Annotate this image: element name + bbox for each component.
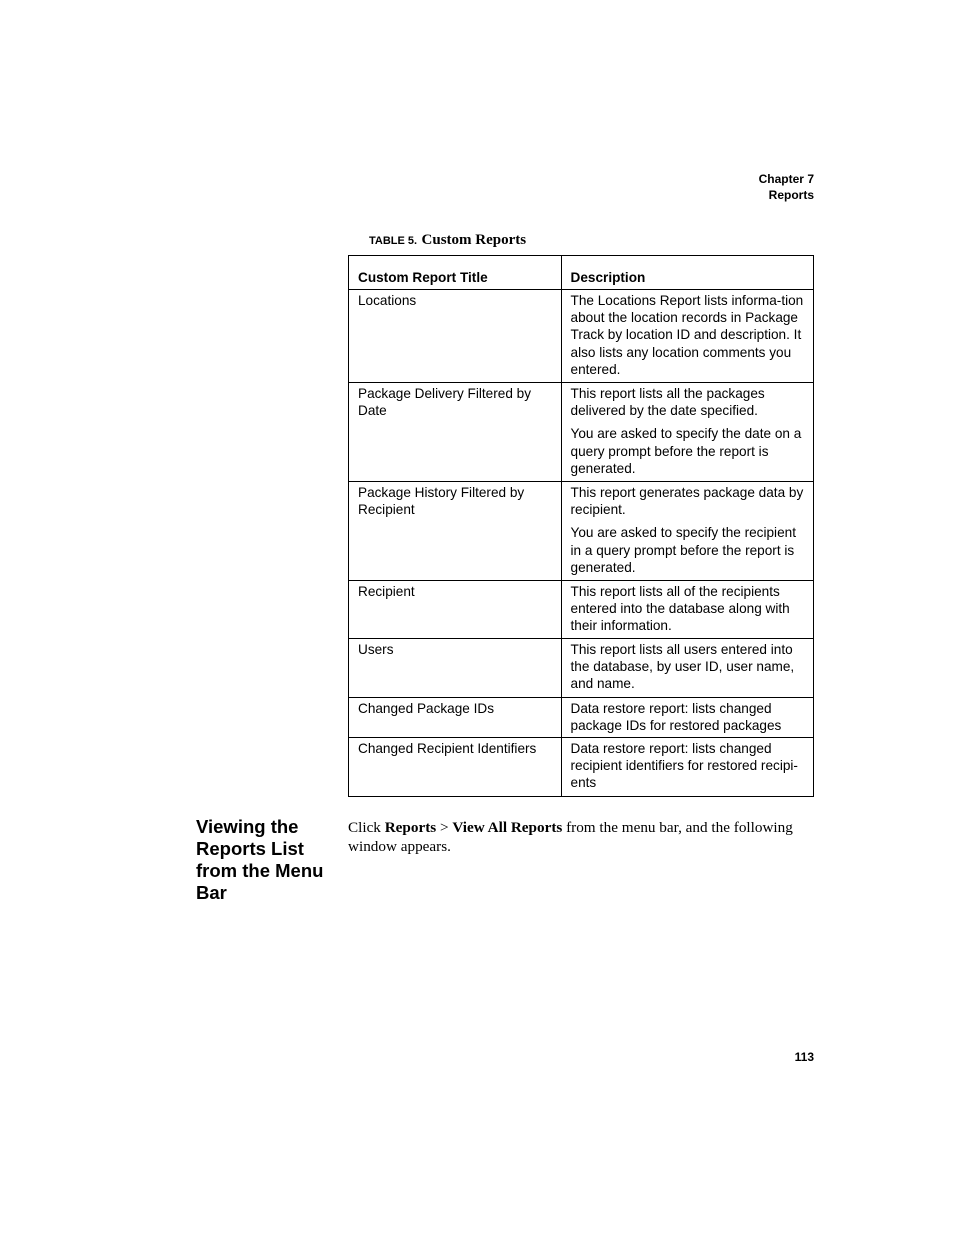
description-text: Data restore report: lists changed package IDs for restored packages: [570, 701, 782, 734]
report-description-cell: [561, 290, 813, 383]
page-number: 113: [794, 1050, 814, 1064]
report-description-cell: [561, 639, 813, 698]
para-rest-text: from the menu bar, and the following window appears.: [348, 819, 793, 855]
table-row: [349, 639, 814, 698]
table-row: [349, 738, 814, 797]
report-title-cell: Changed Package IDs: [349, 698, 562, 738]
running-head: [759, 171, 814, 203]
running-head-section: Reports: [768, 188, 814, 202]
report-description-cell: [561, 482, 813, 581]
table-caption: [369, 231, 526, 249]
table-row: [349, 383, 814, 482]
table-row: [349, 698, 814, 738]
report-title-cell: Locations: [349, 290, 562, 383]
report-description-cell: [561, 698, 813, 738]
view-all-reports-reference: View All Reports: [452, 819, 563, 836]
table-caption-label: TABLE 5.: [369, 235, 418, 247]
description-text: Data restore report: lists changed recipient identifiers for restored recipi-ents: [570, 741, 798, 791]
description-text: This report lists all the packages delivered by the date specified.: [570, 386, 765, 419]
description-text: This report generates package data by recipient.: [570, 485, 804, 518]
reports-menu-reference: Reports: [384, 819, 437, 836]
report-description-cell: [561, 383, 813, 482]
menu-separator: >: [439, 819, 449, 836]
body-paragraph: [348, 819, 818, 856]
header-custom-report-title: Custom Report Title: [349, 256, 562, 290]
table-row: [349, 290, 814, 383]
table-row: [349, 581, 814, 639]
description-text: The Locations Report lists informa-tion about the location records in Package Track by location ID and description. It also lists any location comments you entered.: [570, 293, 804, 377]
para-click-text: Click: [348, 819, 381, 836]
custom-reports-table: [348, 255, 814, 797]
report-description-cell: [561, 738, 813, 797]
report-title-cell: Users: [349, 639, 562, 698]
report-title-cell: Package History Filtered by Recipient: [349, 482, 562, 581]
description-text: This report lists all users entered into the database, by user ID, user name, and name.: [570, 642, 795, 692]
report-description-cell: [561, 581, 813, 639]
report-title-cell: Package Delivery Filtered by Date: [349, 383, 562, 482]
description-text: This report lists all of the recipients entered into the database along with their information.: [570, 584, 790, 634]
section-heading: Viewing the Reports List from the Menu Bar: [196, 816, 324, 903]
description-text: You are asked to specify the recipient in a query prompt before the report is generated.: [570, 525, 796, 575]
description-text: You are asked to specify the date on a query prompt before the report is generated.: [570, 426, 802, 476]
table-header-row: [349, 256, 814, 290]
table-row: [349, 482, 814, 581]
running-head-chapter: Chapter 7: [758, 172, 814, 186]
report-title-cell: Recipient: [349, 581, 562, 639]
header-description: Description: [561, 256, 813, 290]
table-caption-title: Custom Reports: [421, 232, 527, 248]
report-title-cell: Changed Recipient Identifiers: [349, 738, 562, 797]
